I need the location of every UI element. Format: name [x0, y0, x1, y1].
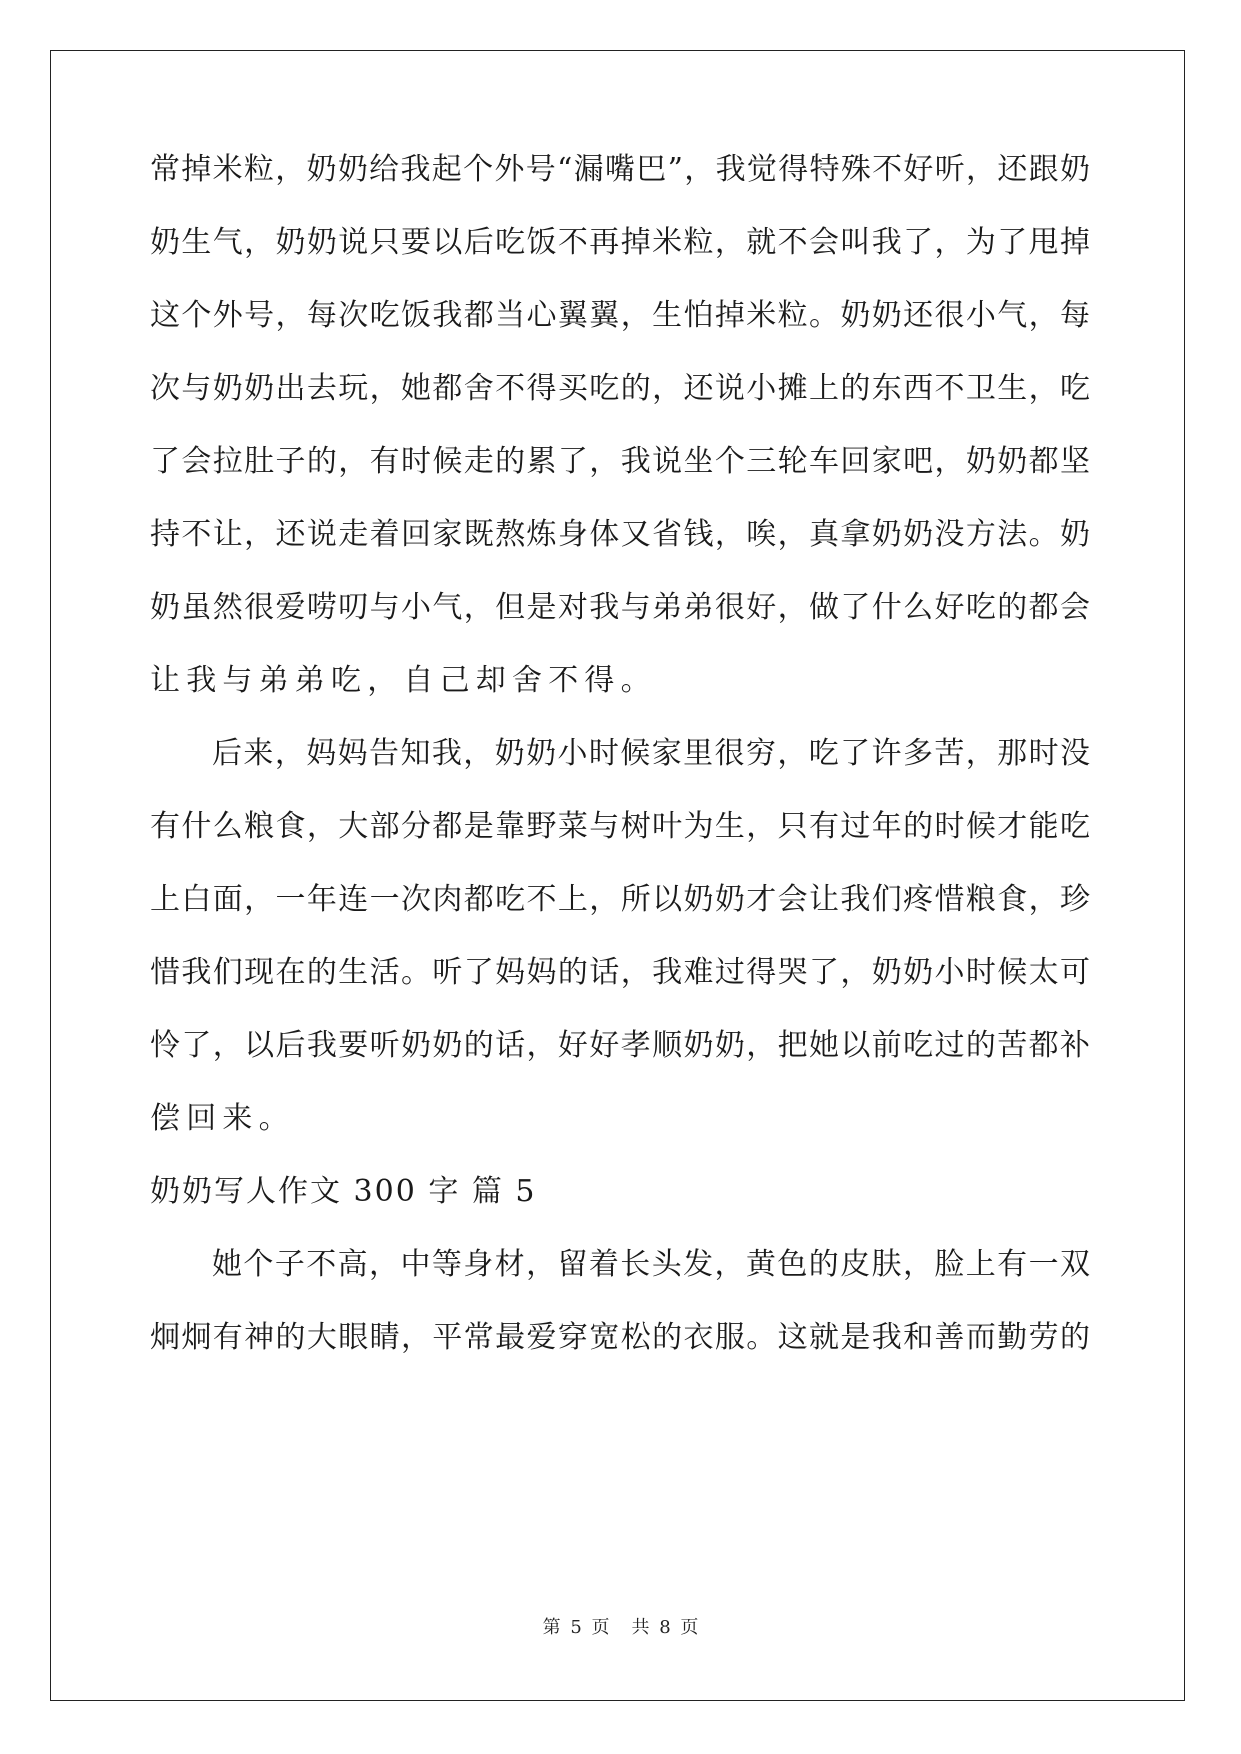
text-line: 次与奶奶出去玩，她都舍不得买吃的，还说小摊上的东西不卫生，吃	[150, 371, 1090, 406]
text-line: 上白面，一年连一次肉都吃不上，所以奶奶才会让我们疼惜粮食，珍	[150, 882, 1090, 917]
text-line: 持不让，还说走着回家既熬炼身体又省钱，唉，真拿奶奶没方法。奶	[150, 517, 1090, 552]
text-line: 这个外号，每次吃饭我都当心翼翼，生怕掉米粒。奶奶还很小气，每	[150, 298, 1090, 333]
text-line: 有什么粮食，大部分都是靠野菜与树叶为生，只有过年的时候才能吃	[150, 809, 1090, 844]
text-line: 让我与弟弟吃，自己却舍不得。	[150, 663, 657, 698]
text-line: 炯炯有神的大眼睛，平常最爱穿宽松的衣服。这就是我和善而勤劳的	[150, 1320, 1090, 1355]
text-line: 偿回来。	[150, 1101, 295, 1136]
page-number: 第 5 页	[542, 1617, 610, 1638]
page-footer	[0, 1616, 1241, 1640]
text-line: 怜了，以后我要听奶奶的话，好好孝顺奶奶，把她以前吃过的苦都补	[150, 1028, 1090, 1063]
section-heading: 奶奶写人作文 300 字 篇 5	[150, 1174, 537, 1209]
text-line: 她个子不高，中等身材，留着长头发，黄色的皮肤，脸上有一双	[212, 1247, 1090, 1282]
page-total: 共 8 页	[631, 1617, 699, 1638]
text-line: 后来，妈妈告知我，奶奶小时候家里很穷，吃了许多苦，那时没	[212, 736, 1090, 771]
text-line: 奶虽然很爱唠叨与小气，但是对我与弟弟很好，做了什么好吃的都会	[150, 590, 1090, 625]
text-line: 奶生气，奶奶说只要以后吃饭不再掉米粒，就不会叫我了，为了甩掉	[150, 225, 1090, 260]
text-line: 了会拉肚子的，有时候走的累了，我说坐个三轮车回家吧，奶奶都坚	[150, 444, 1090, 479]
text-line: 惜我们现在的生活。听了妈妈的话，我难过得哭了，奶奶小时候太可	[150, 955, 1090, 990]
text-line: 常掉米粒，奶奶给我起个外号“漏嘴巴”，我觉得特殊不好听，还跟奶	[150, 152, 1090, 187]
